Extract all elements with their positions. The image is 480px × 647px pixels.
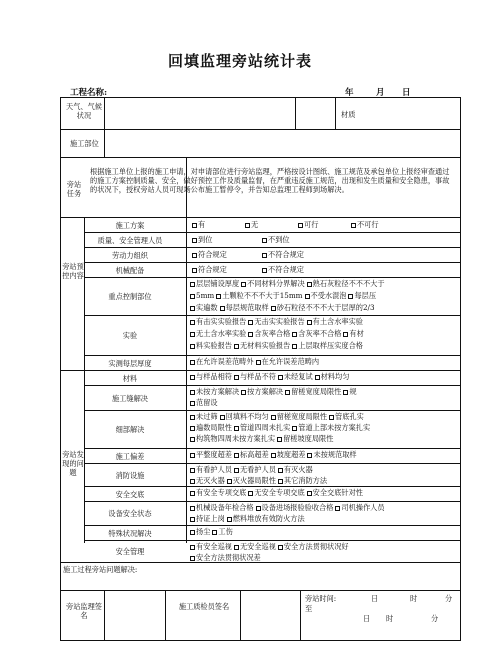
checkbox[interactable] [307,282,312,287]
discovery-options-1-1 [188,398,218,407]
pre-options-4-2 [188,303,375,312]
discovery-item-0: 材料 [122,373,138,383]
table-rule [335,97,336,129]
checkbox[interactable] [192,268,197,273]
discovery-options-6-1 [188,514,305,523]
pre-item-3: 机械配备 [115,265,145,275]
checkbox[interactable] [307,320,312,325]
checkbox[interactable] [262,268,267,273]
option-label: 有看护人员 [196,465,232,474]
from-hour: 时 [410,594,418,603]
table-rule [84,525,461,526]
option-label: 不受水混泡 [310,291,347,300]
checkbox[interactable] [248,320,253,325]
checkbox[interactable] [190,468,195,473]
option-label: 无材料实验报告 [239,341,291,350]
table-rule [60,562,461,563]
checkbox[interactable] [190,332,195,337]
checkbox[interactable] [278,545,283,550]
table-rule [84,315,461,316]
checkbox[interactable] [245,223,250,228]
checkbox[interactable] [192,238,197,243]
checkbox[interactable] [190,344,195,349]
table-rule [60,157,461,158]
option-label: 遍数局限性 [196,423,232,432]
pre-options-6-0 [188,357,319,366]
option-label: 上层取样压实度合格 [298,341,363,350]
option-label: 无击实实验报告 [254,317,305,326]
option-label: 其它消防方法 [283,476,328,485]
option-label: 不同材料分界解决 [247,279,305,288]
option-label: 构筑物四周未按方案扎实 [196,434,276,443]
checkbox[interactable] [278,468,283,473]
option-label: 有灭火器 [283,465,313,474]
option-label: 安全方法贯彻状况差 [196,553,261,562]
option-label: 土颗粒不不不大于15mm [222,291,303,300]
checkbox[interactable] [278,375,283,380]
checkbox[interactable] [190,517,195,522]
pre-options-4-1 [188,291,376,300]
year-label: 年 [345,88,354,98]
table-rule [60,217,461,218]
option-label: 未按规范取样 [313,450,357,459]
pre-item-0: 施工方案 [115,220,145,230]
option-label: 设备进场报验验收合格 [261,503,334,512]
checkbox[interactable] [190,415,195,420]
checkbox[interactable] [190,282,195,287]
from-minute: 分 [445,594,453,603]
discovery-item-6: 设备安全状态 [108,509,152,518]
option-label: 留槎坡度局限性 [283,434,334,443]
pre-options-1 [190,235,330,244]
discovery-options-8-1 [188,553,261,562]
checkbox[interactable] [190,491,195,496]
checkbox[interactable] [271,453,276,458]
checkbox[interactable] [292,332,297,337]
table-rule [84,277,461,278]
checkbox[interactable] [241,390,246,395]
option-label: 留槎宽度局限性 [276,412,328,421]
checkbox[interactable] [305,294,310,299]
option-label: 扬尘 [196,527,211,536]
discovery-item-5: 安全交底 [115,489,145,499]
checkbox[interactable] [190,530,195,535]
table-rule [84,410,461,411]
checkbox[interactable] [248,332,253,337]
pre-options-4-0 [188,279,385,288]
option-label: 规 [349,387,357,396]
option-label: 灭火器局限性 [232,476,276,485]
option-label: 有土含水率实验 [312,317,363,326]
option-label: 料实验报告 [196,341,232,350]
checkbox[interactable] [343,332,348,337]
checkbox[interactable] [351,223,356,228]
option-label: 熟石灰粒径不不不大于 [312,279,385,288]
option-label: 符合规定 [198,250,227,259]
checkbox[interactable] [241,282,246,287]
pre-options-5-2 [188,341,363,350]
discovery-options-4-0 [188,465,313,474]
discovery-item-8: 安全管理 [115,547,145,556]
pre-item-1: 质量、安全管理人员 [97,235,163,245]
discovery-options-5-0 [188,488,363,497]
option-label: 每层压 [354,291,377,300]
table-rule [84,355,461,356]
duty-text: 根据施工单位上报的施工申请，对申请部位进行旁站监理，严格按设计图纸、施工规范及承包单位上报经审查通过的施工方案控制质量、安全，做好预控工作及质量监督，在严重违反施工规范，出现和发生质量和安全隐患，事故的状况下，授权旁站人员可现场公布施工暂停令，并告知总监理工程师到场解决。 [90,167,450,194]
discovery-item-2: 细部解决 [115,425,145,434]
table-rule [186,217,187,543]
checkbox[interactable] [190,426,195,431]
discovery-options-6-0 [188,503,385,512]
option-label: 有 [198,220,206,229]
pre-item-5: 实验 [122,331,138,340]
process-label: 施工过程旁站问题解决: [63,565,138,574]
option-label: 有击实实验报告 [196,317,247,326]
pre-options-5-0 [188,317,363,326]
table-rule [84,247,461,248]
option-label: 不到位 [268,235,290,244]
checkbox[interactable] [329,415,334,420]
checkbox[interactable] [307,453,312,458]
option-label: 管道上部未按方案扎实 [298,423,371,432]
discovery-options-7-0 [188,527,233,536]
checkbox[interactable] [190,479,195,484]
form-title: 回填监理旁站统计表 [167,52,312,70]
checkbox[interactable] [190,401,195,406]
table-rule [84,385,461,386]
month-label: 月 [376,88,385,98]
checkbox[interactable] [190,375,195,380]
pre-options-2 [190,250,330,259]
to-hour: 时 [386,614,394,623]
option-label: 无看护人员 [239,465,276,474]
option-label: 材料均匀 [320,372,350,381]
checkbox[interactable] [335,506,340,511]
option-label: 不符合规定 [268,250,304,259]
option-label: 与样品相符 [196,372,232,381]
discovery-options-1-0 [188,387,357,396]
table-rule [104,590,105,641]
day-label: 日 [402,88,411,98]
option-label: 无灭火器 [196,476,225,485]
option-label: 回填料不均匀 [225,412,269,421]
checkbox[interactable] [190,390,195,395]
checkbox[interactable] [190,506,195,511]
option-label: 无土含水率实验 [196,329,247,338]
option-label: 未按方案解决 [196,387,240,396]
table-rule [84,540,461,541]
checkbox[interactable] [348,294,353,299]
project-name-label: 工程名称: [70,88,108,98]
table-rule [295,97,296,129]
checkbox[interactable] [190,545,195,550]
to-minute: 分 [431,614,439,623]
checkbox[interactable] [256,360,261,365]
checkbox[interactable] [234,344,239,349]
option-label: 工伤 [218,527,233,536]
option-label: 燃料堆放有效防火方法 [232,514,305,523]
pre-item-4: 重点控制部位 [108,292,152,301]
option-label: 未经复试 [283,372,313,381]
table-rule [84,217,85,543]
table-rule [84,448,461,449]
discovery-item-7: 特殊状况解决 [108,528,152,538]
option-label: 机械设备年检合格 [196,503,254,512]
table-rule [300,590,301,641]
checkbox[interactable] [277,437,282,442]
option-label: 有安全专项交底 [196,488,247,497]
option-label: 有安全巡视 [196,542,232,551]
pre-item-2: 劳动力组织 [112,250,148,260]
option-label: 未过筛 [196,412,218,421]
table-rule [60,370,461,371]
checkbox[interactable] [271,306,276,311]
option-label: 管底孔实 [335,412,364,421]
checkbox[interactable] [216,294,221,299]
checkbox[interactable] [262,238,267,243]
table-rule [165,590,166,641]
pre-options-0 [190,220,402,229]
pre-control-label: 旁站预控内容 [62,262,84,280]
option-label: 与样品不符 [239,372,276,381]
checkbox[interactable] [248,491,253,496]
weather-label: 天气、气候状况 [66,102,102,120]
checkbox[interactable] [285,390,290,395]
duty-label: 旁站任务 [66,180,82,198]
discovery-options-4-1 [188,476,327,485]
checkbox[interactable] [262,253,267,258]
option-label: 砂石粒径不不不大于层厚的2/3 [276,303,375,312]
supervisor-signature-label: 旁站监理签名 [66,602,102,620]
checkbox[interactable] [256,506,261,511]
option-label: 到位 [198,235,213,244]
checkbox[interactable] [234,375,239,380]
option-label: 不符合规定 [268,265,304,274]
checkbox[interactable] [190,320,195,325]
discovery-options-2-2 [188,434,333,443]
option-label: 安全方法贯彻状况好 [283,542,349,551]
checkbox[interactable] [315,375,320,380]
option-label: 含灰率不合格 [298,329,342,338]
checkbox[interactable] [234,426,239,431]
table-rule [104,97,105,157]
option-label: 在允许误差范畴内 [261,357,320,366]
option-label: 留槎宽度局限性 [291,387,342,396]
checkbox[interactable] [234,468,239,473]
discovery-options-2-0 [188,412,364,421]
material-label: 材质 [341,110,356,119]
to-label: 至 [305,604,313,613]
checkbox[interactable] [192,253,197,258]
from-day: 日 [371,594,379,603]
table-rule [60,129,461,130]
checkbox[interactable] [234,545,239,550]
option-label: 符合规定 [198,265,227,274]
discovery-options-2-1 [188,423,370,432]
checkbox[interactable] [278,479,283,484]
checkbox[interactable] [234,453,239,458]
option-label: 5mm [196,291,215,300]
discovery-item-3: 施工偏差 [115,451,145,461]
option-label: 安全交底针对性 [312,488,363,497]
option-label: 无安全专项交底 [254,488,305,497]
checkbox[interactable] [190,453,195,458]
table-rule [84,501,461,502]
checkbox[interactable] [190,306,195,311]
option-label: 坡度超差 [276,450,306,459]
option-label: 层层铺设厚度 [196,279,240,288]
option-label: 平整度超差 [196,450,232,459]
table-rule [240,590,241,641]
discovery-item-1: 施工缝解决 [112,393,148,403]
checkbox[interactable] [292,426,297,431]
checkbox[interactable] [343,390,348,395]
checkbox[interactable] [220,306,225,311]
pre-options-5-1 [188,329,364,338]
discovery-item-4: 消防设施 [115,470,145,480]
option-label: 标高超差 [239,450,269,459]
checkbox[interactable] [190,360,195,365]
option-label: 持证上岗 [196,514,225,523]
checkbox[interactable] [227,479,232,484]
option-label: 不可行 [357,220,379,229]
checkbox[interactable] [190,437,195,442]
option-label: 实遍数 [196,303,218,312]
discovery-options-3-0 [188,450,357,459]
checkbox[interactable] [190,294,195,299]
table-rule [84,463,461,464]
discovery-label: 旁站发现的问题 [62,450,84,477]
option-label: 含灰率合格 [254,329,291,338]
checkbox[interactable] [298,223,303,228]
option-label: 在允许误差范畴外 [196,357,254,366]
table-rule [84,262,461,263]
checkbox[interactable] [307,491,312,496]
checkbox[interactable] [212,530,217,535]
checkbox[interactable] [220,415,225,420]
table-rule [84,232,461,233]
table-rule [60,590,461,591]
checkbox[interactable] [271,415,276,420]
checkbox[interactable] [190,556,195,561]
checkbox[interactable] [192,223,197,228]
option-label: 无 [251,220,259,229]
pre-item-6: 实测每层厚度 [108,358,152,368]
option-label: 管道四周未扎实 [239,423,291,432]
option-label: 每层规范取样 [225,303,269,312]
table-rule [84,486,461,487]
option-label: 司机操作人员 [341,503,385,512]
option-label: 无安全巡视 [239,542,276,551]
inspector-signature-label: 施工质检员签名 [178,602,230,611]
option-label: 有材 [349,329,364,338]
to-day: 日 [363,614,371,623]
checkbox[interactable] [292,344,297,349]
time-label: 旁站时间: [305,594,337,603]
option-label: 可行 [304,220,319,229]
pre-options-3 [190,265,330,274]
checkbox[interactable] [227,517,232,522]
discovery-options-0-0 [188,372,349,381]
option-label: 按方案解决 [247,387,284,396]
discovery-options-8-0 [188,542,349,551]
location-label: 施工部位 [70,139,99,148]
option-label: 范留设 [196,398,218,407]
